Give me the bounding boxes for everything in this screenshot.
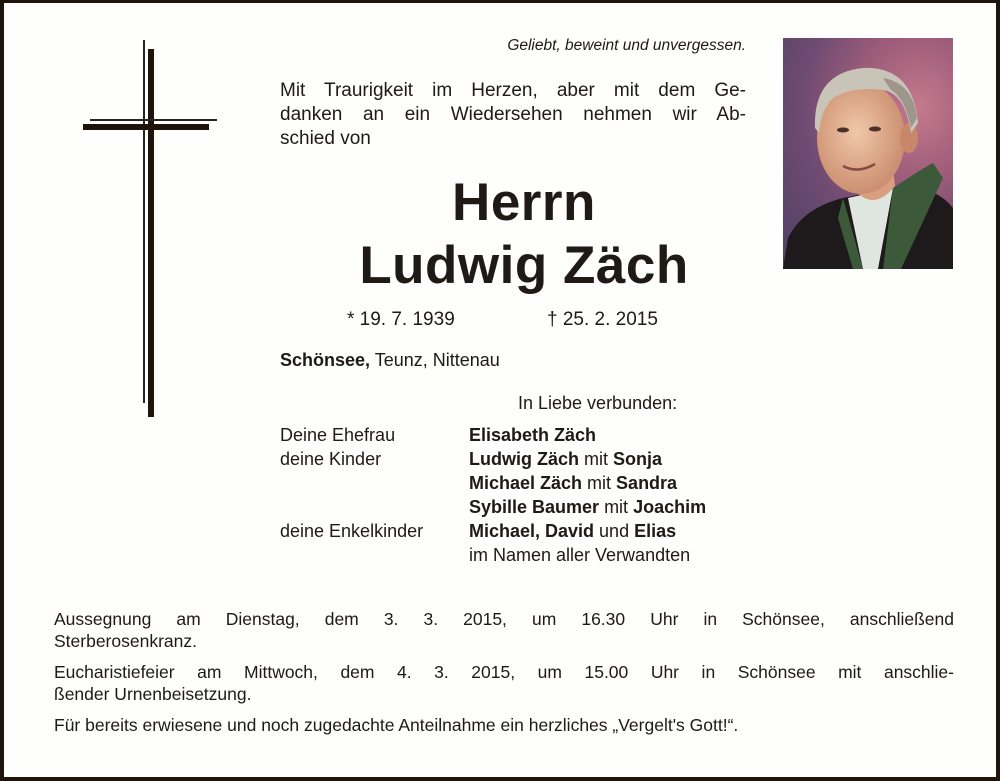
connector: mit <box>599 497 634 517</box>
family-heading: In Liebe verbunden: <box>518 393 678 413</box>
connector: mit <box>582 473 617 493</box>
birth-date: * 19. 7. 1939 <box>347 309 455 330</box>
note-thanks <box>54 714 954 736</box>
family-list <box>280 423 706 567</box>
cross-horizontal-thin <box>90 119 217 121</box>
motto: Geliebt, beweint und unvergessen. <box>507 37 746 54</box>
note-line: ßender Urnenbeisetzung. <box>54 684 252 704</box>
family-name: Elisabeth Zäch <box>469 425 597 445</box>
intro-line: schied von <box>280 128 371 149</box>
portrait-photo-icon <box>783 38 953 269</box>
family-label: deine Kinder <box>280 449 382 469</box>
family-row <box>280 519 706 543</box>
family-name: Michael Zäch <box>469 473 583 493</box>
family-row <box>280 423 706 447</box>
family-row <box>280 471 706 495</box>
place-main: Schönsee, <box>280 350 371 370</box>
note-line: Für bereits erwiesene und noch zugedachte Anteilnahme ein herzliches „Vergelt's Gott!“. <box>54 715 739 735</box>
family-label <box>280 495 469 519</box>
family-name: Joachim <box>633 497 707 517</box>
family-name: Sybille Baumer <box>469 497 600 517</box>
title-salutation: Herrn <box>452 173 596 232</box>
intro-line: danken an ein Wiedersehen nehmen wir Ab- <box>280 104 746 125</box>
cross-horizontal-thick <box>83 124 209 130</box>
note-line: Sterberosenkranz. <box>54 631 197 651</box>
cross-vertical-thick <box>148 49 154 417</box>
family-name: Ludwig Zäch <box>469 449 579 469</box>
family-name: Michael, David <box>469 521 595 541</box>
connector: und <box>594 521 635 541</box>
family-row <box>280 543 706 567</box>
family-label: Deine Ehefrau <box>280 425 396 445</box>
family-row <box>280 495 706 519</box>
places <box>280 350 500 371</box>
deceased-name: Ludwig Zäch <box>359 236 689 295</box>
family-row <box>280 447 706 471</box>
intro-line: Mit Traurigkeit im Herzen, aber mit dem Ge- <box>280 80 746 101</box>
cross-vertical-thin <box>143 40 145 403</box>
note-line: Aussegnung am Dienstag, dem 3. 3. 2015, um 16.30 Uhr in Schönsee, anschließend <box>54 609 954 629</box>
portrait-illustration <box>783 38 953 269</box>
family-closing: im Namen aller Verwandten <box>469 545 691 565</box>
family-label <box>280 543 469 567</box>
intro-text <box>280 79 746 151</box>
family-label: deine Enkelkinder <box>280 521 424 541</box>
family-name: Elias <box>634 521 677 541</box>
note-mass <box>54 661 954 705</box>
family-label <box>280 471 469 495</box>
note-blessing <box>54 608 954 652</box>
place-others: Teunz, Nittenau <box>370 350 500 370</box>
family-name: Sandra <box>616 473 678 493</box>
service-notes <box>54 608 954 745</box>
death-date: † 25. 2. 2015 <box>547 309 658 330</box>
family-name: Sonja <box>613 449 663 469</box>
connector: mit <box>579 449 613 469</box>
note-line: Eucharistiefeier am Mittwoch, dem 4. 3. 2015, um 15.00 Uhr in Schönsee mit anschlie- <box>54 662 954 682</box>
